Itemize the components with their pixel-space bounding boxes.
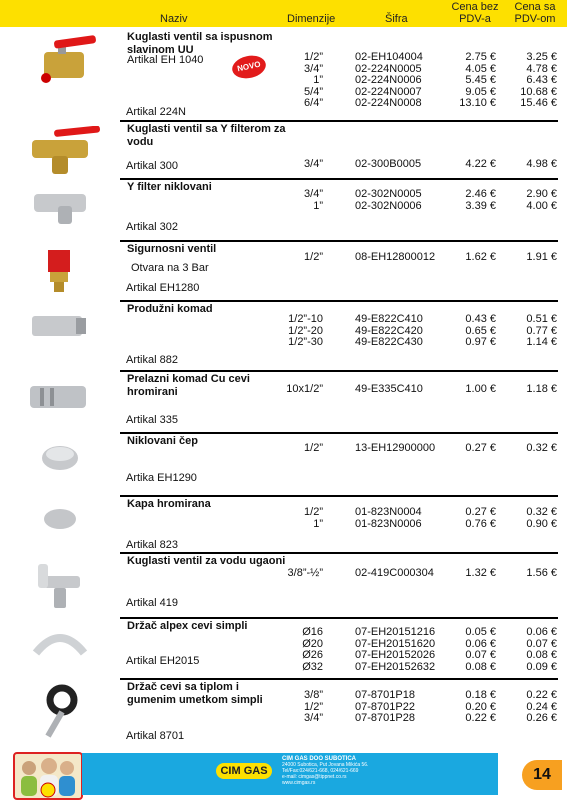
sifra-cell: 07-8701P22	[355, 700, 415, 713]
product-image	[14, 34, 106, 99]
header-naziv: Naziv	[160, 13, 188, 25]
product-article: Artikal 882	[126, 354, 178, 366]
product-image	[14, 184, 106, 231]
product-image	[14, 501, 106, 542]
price-without-vat-cell: 9.05 €	[465, 85, 496, 98]
price-with-vat-cell: 6.43 €	[526, 74, 557, 86]
footer-address: 24000 Subotica, Put Jovana Mikića 56.	[282, 762, 369, 768]
dimension-cell: 1/2”	[304, 700, 323, 713]
price-with-vat-cell: 0.77 €	[526, 324, 557, 337]
sifra-cell: 07-EH20151620	[355, 637, 436, 650]
price-with-vat-cell: 0.32 €	[526, 506, 557, 518]
product-image	[14, 684, 106, 749]
dimension-cell: 1/2”	[304, 442, 323, 454]
product-name: Držač cevi sa tiplom i gumenim umetkom simpli	[127, 681, 263, 706]
price-with-vat-cell: 10.68 €	[520, 85, 557, 98]
sifra-cell: 01-823N0006	[355, 517, 422, 530]
dimension-cell: 1/2”-30	[288, 336, 323, 348]
product-image	[14, 376, 106, 423]
product-article: Artikal 302	[126, 221, 178, 233]
dimension-cell: Ø32	[302, 660, 323, 673]
price-with-vat-cell: 0.24 €	[526, 700, 557, 713]
price-without-vat-cell: 0.20 €	[465, 700, 496, 713]
row-separator	[120, 300, 558, 302]
price-without-vat-cell: 0.65 €	[465, 324, 496, 337]
dimension-cell: 3/4”	[304, 62, 323, 75]
product-name: Držač alpex cevi simpli	[127, 620, 248, 632]
price-without-vat-cell: 0.05 €	[465, 626, 496, 638]
dimension-cell: 3/8”	[304, 689, 323, 701]
price-with-vat-cell: 4.78 €	[526, 62, 557, 75]
product-article: Artikal 8701	[126, 730, 185, 742]
price-without-vat-cell: 0.97 €	[465, 336, 496, 348]
price-with-vat-cell: 1.14 €	[526, 336, 557, 348]
sifra-cell: 49-E822C430	[355, 336, 423, 348]
sifra-cell: 13-EH12900000	[355, 442, 436, 454]
price-with-vat-cell: 0.09 €	[526, 660, 557, 673]
sifra-cell: 02-419C000304	[355, 567, 434, 579]
product-name: Produžni komad	[127, 303, 213, 315]
price-without-vat-cell: 4.22 €	[465, 158, 496, 170]
product-name: Prelazni komad Cu cevi hromirani	[127, 373, 250, 398]
footer-web: www.cimgas.rs	[282, 780, 316, 786]
dimension-cell: 1”	[313, 199, 323, 212]
sifra-cell: 02-224N0005	[355, 62, 422, 75]
price-without-vat-cell: 0.22 €	[465, 712, 496, 724]
dimension-cell: 5/4”	[304, 85, 323, 98]
dimension-cell: 6/4”	[304, 97, 323, 109]
price-with-vat-cell: 1.18 €	[526, 383, 557, 395]
sifra-cell: 49-E822C420	[355, 324, 423, 337]
price-with-vat-cell: 0.06 €	[526, 626, 557, 638]
row-separator	[120, 370, 558, 372]
price-with-vat-cell: 0.51 €	[526, 313, 557, 325]
dimension-cell: 1”	[313, 517, 323, 530]
product-image	[14, 246, 106, 301]
price-with-vat-cell: 4.98 €	[526, 158, 557, 170]
dimension-cell: 1/2”	[304, 506, 323, 518]
sifra-cell: 08-EH12800012	[355, 251, 436, 263]
price-with-vat-cell: 2.90 €	[526, 188, 557, 200]
family-logo-image	[13, 752, 83, 800]
product-article: Artika EH1290	[126, 472, 197, 484]
price-without-vat-cell: 2.75 €	[465, 51, 496, 63]
price-without-vat-cell: 0.76 €	[465, 517, 496, 530]
row-separator	[120, 120, 558, 122]
product-subname: Otvara na 3 Bar	[131, 262, 209, 274]
footer-contact	[282, 756, 368, 786]
dimension-cell: 1/2”-10	[288, 313, 323, 325]
product-article: Artikal 224N	[126, 106, 186, 118]
header-dimenzije: Dimenzije	[287, 13, 336, 25]
product-name: Niklovani čep	[127, 435, 198, 447]
sifra-cell: 07-EH20152632	[355, 660, 436, 673]
dimension-cell: Ø26	[302, 649, 323, 661]
row-separator	[120, 617, 558, 619]
dimension-cell: 1”	[313, 74, 323, 86]
product-name: Sigurnosni ventil	[127, 243, 217, 255]
sifra-cell: 02-EH104004	[355, 51, 423, 63]
product-image	[14, 306, 106, 351]
sifra-cell: 02-302N0006	[355, 199, 422, 212]
price-without-vat-cell: 0.27 €	[465, 506, 496, 518]
price-without-vat-cell: 1.62 €	[465, 251, 496, 263]
price-without-vat-cell: 1.00 €	[465, 383, 496, 395]
price-with-vat-cell: 0.08 €	[526, 649, 557, 661]
dimension-cell: Ø20	[302, 637, 323, 650]
product-article: Artikal EH2015	[126, 655, 200, 667]
sifra-cell: 07-8701P28	[355, 712, 415, 724]
price-with-vat-cell: 15.46 €	[520, 97, 557, 109]
product-article: Artikal 823	[126, 539, 178, 551]
price-with-vat-cell: 1.56 €	[526, 567, 557, 579]
row-separator	[120, 495, 558, 497]
dimension-cell: 1/2”	[304, 51, 323, 63]
product-article: Artikal EH1280	[126, 282, 200, 294]
product-article: Artikal 419	[126, 597, 178, 609]
sifra-cell: 02-224N0006	[355, 74, 422, 86]
dimension-cell: 1/2”-20	[288, 324, 323, 337]
product-name: Kuglasti ventil za vodu ugaoni	[127, 555, 286, 567]
price-without-vat-cell: 0.43 €	[465, 313, 496, 325]
price-with-vat-cell: 1.91 €	[526, 251, 557, 263]
product-subname: Artikal EH 1040	[127, 54, 204, 66]
sifra-cell: 07-8701P18	[355, 689, 415, 701]
dimension-cell: 3/4”	[304, 158, 323, 170]
row-separator	[120, 552, 558, 554]
product-name: Kuglasti ventil sa Y filterom za vodu	[127, 123, 286, 148]
sifra-cell: 49-E822C410	[355, 313, 423, 325]
row-separator	[120, 240, 558, 242]
row-separator	[120, 178, 558, 180]
footer-phone: Tel/Fax:024/621-668, 024/621-669	[282, 768, 359, 774]
price-without-vat-cell: 3.39 €	[465, 199, 496, 212]
dimension-cell: 10x1/2”	[286, 383, 323, 395]
price-without-vat-cell: 4.05 €	[465, 62, 496, 75]
table-header	[0, 0, 567, 27]
dimension-cell: 3/4”	[304, 188, 323, 200]
product-article: Artikal 335	[126, 414, 178, 426]
page-number: 14	[522, 760, 562, 790]
price-without-vat-cell: 2.46 €	[465, 188, 496, 200]
header-sifra: Šifra	[385, 13, 408, 25]
product-image	[14, 438, 106, 483]
sifra-cell: 02-224N0007	[355, 85, 422, 98]
price-without-vat-cell: 0.07 €	[465, 649, 496, 661]
product-name: Y filter niklovani	[127, 181, 212, 193]
price-without-vat-cell: 0.08 €	[465, 660, 496, 673]
row-separator	[120, 678, 558, 680]
price-without-vat-cell: 5.45 €	[465, 74, 496, 86]
header-cena-sa: Cena sa PDV-om	[514, 1, 556, 25]
price-with-vat-cell: 0.32 €	[526, 442, 557, 454]
product-article: Artikal 300	[126, 160, 178, 172]
product-name: Kapa hromirana	[127, 498, 211, 510]
header-cena-bez: Cena bez PDV-a	[451, 1, 499, 25]
row-separator	[120, 432, 558, 434]
product-image	[14, 623, 106, 672]
sifra-cell: 07-EH20151216	[355, 626, 436, 638]
price-without-vat-cell: 1.32 €	[465, 567, 496, 579]
dimension-cell: 3/8”-½”	[287, 567, 323, 579]
price-with-vat-cell: 3.25 €	[526, 51, 557, 63]
sifra-cell: 02-302N0005	[355, 188, 422, 200]
product-image	[14, 558, 106, 623]
sifra-cell: 07-EH20152026	[355, 649, 436, 661]
price-with-vat-cell: 0.22 €	[526, 689, 557, 701]
footer	[0, 748, 567, 800]
price-with-vat-cell: 0.90 €	[526, 517, 557, 530]
price-without-vat-cell: 0.18 €	[465, 689, 496, 701]
novo-badge: NOVO	[230, 53, 268, 82]
footer-email: e-mail: cimgas@tippnet.co.rs	[282, 774, 347, 780]
footer-brand: CIM GAS	[216, 763, 272, 779]
price-without-vat-cell: 0.06 €	[465, 637, 496, 650]
sifra-cell: 02-224N0008	[355, 97, 422, 109]
price-with-vat-cell: 4.00 €	[526, 199, 557, 212]
dimension-cell: 3/4”	[304, 712, 323, 724]
sifra-cell: 02-300B0005	[355, 158, 422, 170]
price-with-vat-cell: 0.07 €	[526, 637, 557, 650]
people-icon	[15, 754, 81, 798]
price-with-vat-cell: 0.26 €	[526, 712, 557, 724]
sifra-cell: 49-E335C410	[355, 383, 423, 395]
sifra-cell: 01-823N0004	[355, 506, 422, 518]
dimension-cell: 1/2”	[304, 251, 323, 263]
footer-company: CIM GAS DOO SUBOTICA	[282, 756, 357, 762]
price-without-vat-cell: 0.27 €	[465, 442, 496, 454]
dimension-cell: Ø16	[302, 626, 323, 638]
price-without-vat-cell: 13.10 €	[459, 97, 496, 109]
product-name: Kuglasti ventil sa ispusnom slavinom UU	[127, 31, 273, 56]
product-image	[14, 126, 106, 181]
